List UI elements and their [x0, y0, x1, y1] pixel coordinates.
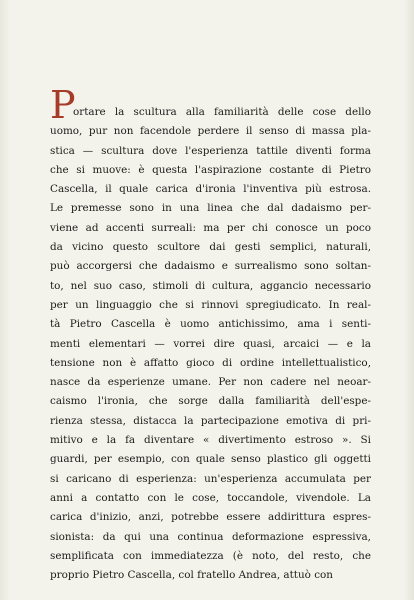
text-line: può accorgersi che dadaismo e surrealismo sono soltan-: [50, 260, 371, 273]
text-line: Le premesse sono in una linea che dal dadaismo per-: [50, 202, 371, 215]
text-line: per un linguaggio che si rinnovi spregiudicato. In real-: [50, 298, 371, 311]
text-line: anni a contatto con le cose, toccandole, vivendole. La: [50, 491, 371, 504]
text-line: tà Pietro Cascella è uomo antichissimo, ama i senti-: [50, 318, 371, 331]
text-line: uomo, pur non facendole perdere il senso di massa pla-: [50, 125, 371, 138]
text-line: guardi, per esempio, con quale senso plastico gli oggetti: [50, 453, 371, 466]
text-line: caismo l'ironia, che sorge dalla familiarità dell'espe-: [50, 395, 371, 408]
text-line: rienza stessa, distacca la partecipazione emotiva di pri-: [50, 414, 371, 427]
text-line: carica d'inizio, anzi, potrebbe essere addirittura espres-: [50, 511, 371, 524]
text-line: Cascella, il quale carica d'ironia l'inventiva più estrosa.: [50, 183, 371, 196]
text-line: stica — scultura dove l'esperienza tattile diventi forma: [50, 144, 371, 157]
text-line: to, nel suo caso, stimoli di cultura, aggancio necessario: [50, 279, 371, 292]
drop-cap: P: [50, 83, 76, 127]
text-line: mitivo e la fa diventare « divertimento estroso ». Si: [50, 434, 371, 447]
text-line: semplificata con immediatezza (è noto, del resto, che: [50, 549, 371, 562]
text-line: proprio Pietro Cascella, col fratello Andrea, attuò con: [50, 569, 333, 582]
body-paragraph: [50, 83, 371, 585]
text-line: viene ad accenti surreali: ma per chi conosce un poco: [50, 221, 371, 234]
text-line: che si muove: è questa l'aspirazione costante di Pietro: [50, 163, 371, 176]
text-line: nasce da esperienze umane. Per non cadere nel neoar-: [50, 376, 371, 389]
text-line: si caricano di esperienza: un'esperienza accumulata per: [50, 472, 371, 485]
first-line-text: ortare la scultura alla familiarità delle cose dello: [73, 106, 371, 118]
text-line: da vicino questo scultore dai gesti semplici, naturali,: [50, 241, 371, 254]
text-line: menti elementari — vorrei dire quasi, arcaici — e la: [50, 337, 371, 350]
first-line: [50, 83, 371, 127]
text-line: tensione non è affatto gioco di ordine intellettualistico,: [50, 356, 371, 369]
text-line: sionista: da qui una continua deformazione espressiva,: [50, 530, 371, 543]
